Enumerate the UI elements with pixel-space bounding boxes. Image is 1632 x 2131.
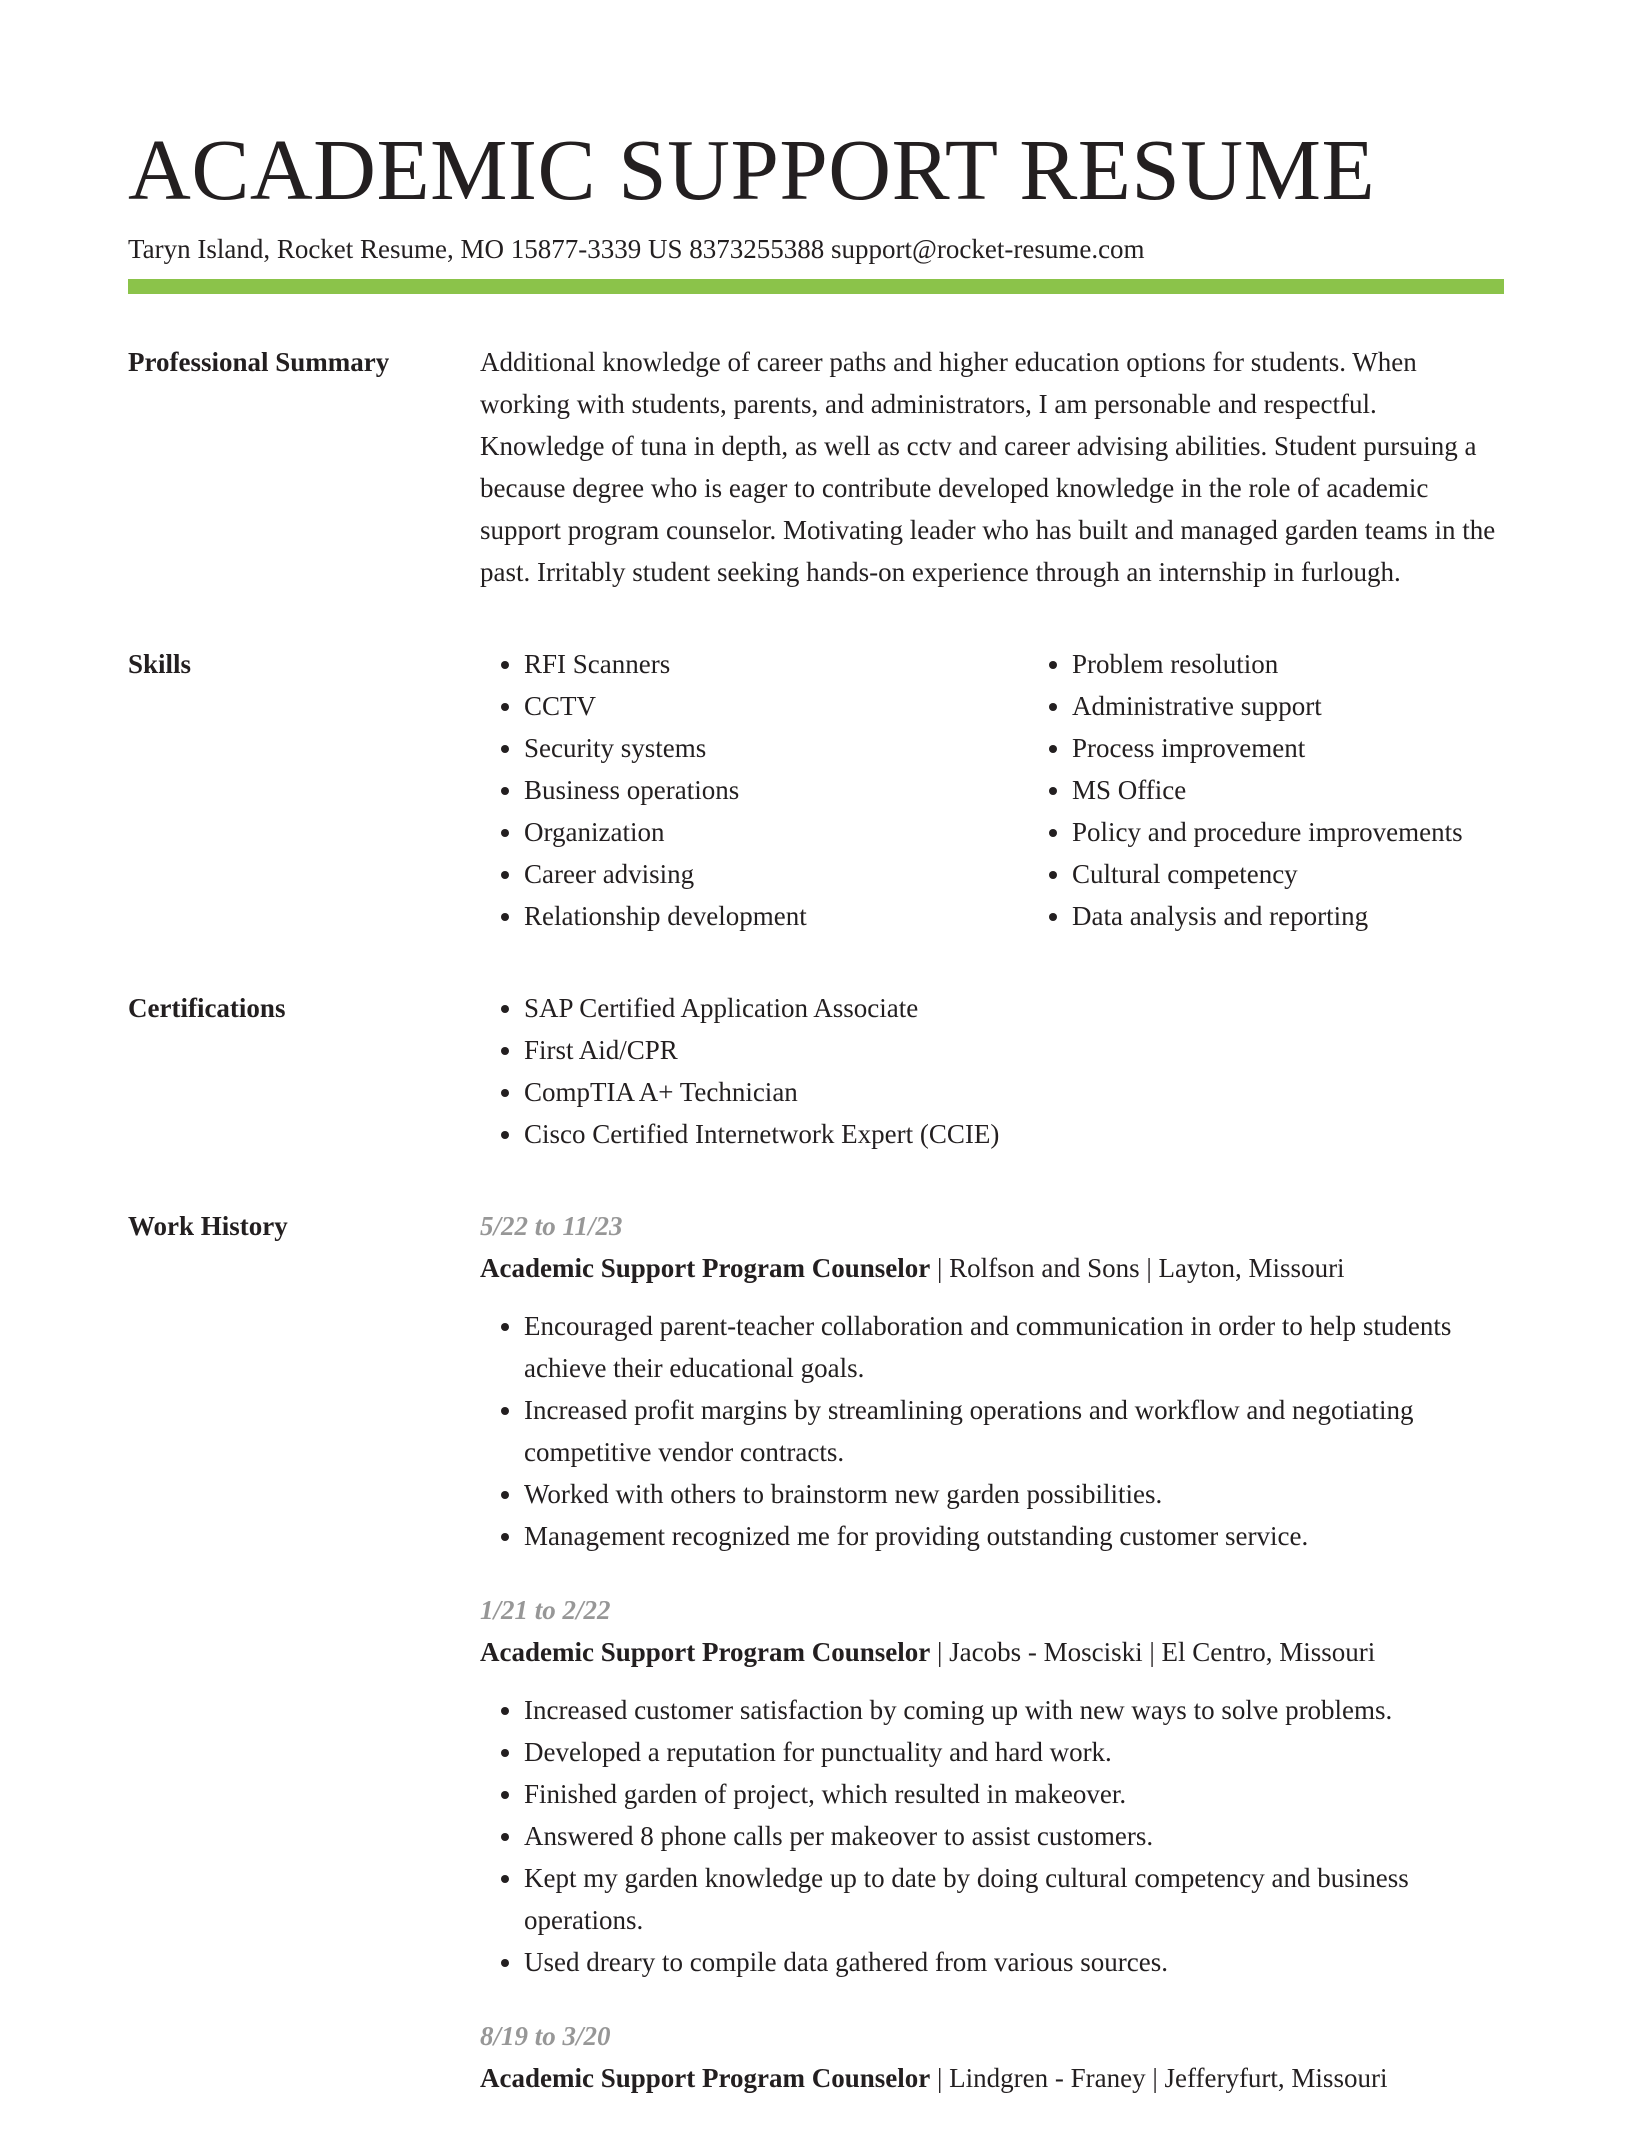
job-bullets [480, 1689, 1504, 1983]
skill-item: • Business operations [524, 769, 1028, 811]
certification-item: • First Aid/CPR [524, 1029, 1504, 1071]
job-bullet: • Management recognized me for providing outstanding customer service. [524, 1515, 1504, 1557]
skill-item: • RFI Scanners [524, 643, 1028, 685]
job-entry [480, 1205, 1504, 1557]
certification-item: • Cisco Certified Internetwork Expert (CCIE) [524, 1113, 1504, 1155]
job-entry [480, 2015, 1504, 2099]
job-heading [480, 2057, 1504, 2099]
certifications-label: Certifications [128, 993, 286, 1023]
job-details: | Lindgren - Franey | Jefferyfurt, Missouri [930, 2063, 1388, 2093]
certifications-section [128, 987, 1504, 1155]
summary-body [480, 341, 1504, 593]
work-history-body [480, 1205, 1504, 2131]
job-bullet: • Finished garden of project, which resulted in makeover. [524, 1773, 1504, 1815]
job-bullet: • Answered 8 phone calls per makeover to assist customers. [524, 1815, 1504, 1857]
job-details: | Rolfson and Sons | Layton, Missouri [930, 1253, 1345, 1283]
resume-page [128, 120, 1504, 2131]
skill-item: • Security systems [524, 727, 1028, 769]
job-bullet: • Developed a reputation for punctuality and hard work. [524, 1731, 1504, 1773]
job-bullet: • Increased customer satisfaction by coming up with new ways to solve problems. [524, 1689, 1504, 1731]
job-heading [480, 1631, 1504, 1673]
job-bullet: • Kept my garden knowledge up to date by doing cultural competency and business operations. [524, 1857, 1504, 1941]
work-history-section [128, 1205, 1504, 2131]
summary-section [128, 341, 1504, 593]
certification-item: • CompTIA A+ Technician [524, 1071, 1504, 1113]
job-title: Academic Support Program Counselor [480, 1253, 931, 1283]
job-title: Academic Support Program Counselor [480, 2063, 931, 2093]
skill-item: • Problem resolution [1072, 643, 1504, 685]
certifications-body [480, 987, 1504, 1155]
job-details: | Jacobs - Mosciski | El Centro, Missouri [930, 1637, 1376, 1667]
summary-label: Professional Summary [128, 347, 390, 377]
header-divider [128, 279, 1504, 294]
summary-text: Additional knowledge of career paths and higher education options for students. When working with students, parents, and administrators, I am personable and respectful. Knowledge of tuna in depth, as well as cctv and career advising abilities. Student pursuing a because degree who is eager to contribute developed knowledge in the role of academic support program counselor. Motivating leader who has built and managed garden teams in the past. Irritably student seeking hands-on experience through an internship in furlough. [480, 347, 1496, 587]
skill-item: • Process improvement [1072, 727, 1504, 769]
skill-item: • Relationship development [524, 895, 1028, 937]
skill-item: • MS Office [1072, 769, 1504, 811]
skills-list-left [480, 643, 1028, 937]
skill-item: • Administrative support [1072, 685, 1504, 727]
skills-list-right [1028, 643, 1504, 937]
job-heading [480, 1247, 1504, 1289]
skill-item: • Policy and procedure improvements [1072, 811, 1504, 853]
certifications-list [480, 987, 1504, 1155]
job-dates: 8/19 to 3/20 [480, 2021, 611, 2051]
job-title: Academic Support Program Counselor [480, 1637, 931, 1667]
skills-section [128, 643, 1504, 937]
skill-item: • Data analysis and reporting [1072, 895, 1504, 937]
job-bullet: • Worked with others to brainstorm new garden possibilities. [524, 1473, 1504, 1515]
certification-item: • SAP Certified Application Associate [524, 987, 1504, 1029]
skills-label: Skills [128, 649, 192, 679]
job-dates: 5/22 to 11/23 [480, 1211, 623, 1241]
skill-item: • CCTV [524, 685, 1028, 727]
job-bullet: • Encouraged parent-teacher collaboration and communication in order to help students achieve their educational goals. [524, 1305, 1504, 1389]
skills-body [480, 643, 1504, 937]
contact-line: Taryn Island, Rocket Resume, MO 15877-3339 US 8373255388 support@rocket-resume.com [128, 234, 1145, 264]
work-history-label: Work History [128, 1211, 288, 1241]
job-bullets [480, 1305, 1504, 1557]
resume-title: ACADEMIC SUPPORT RESUME [128, 121, 1376, 218]
skill-item: • Career advising [524, 853, 1028, 895]
job-bullet: • Used dreary to compile data gathered from various sources. [524, 1941, 1504, 1983]
skill-item: • Cultural competency [1072, 853, 1504, 895]
skill-item: • Organization [524, 811, 1028, 853]
job-entry [480, 1589, 1504, 1983]
job-bullet: • Increased profit margins by streamlining operations and workflow and negotiating competitive vendor contracts. [524, 1389, 1504, 1473]
job-dates: 1/21 to 2/22 [480, 1595, 611, 1625]
